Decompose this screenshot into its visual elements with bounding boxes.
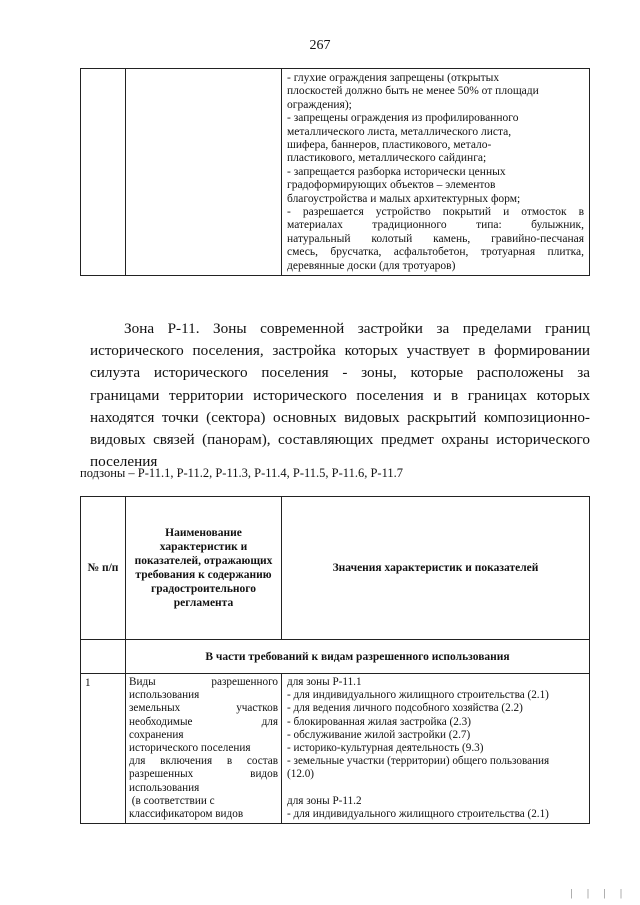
row-name-cell — [126, 674, 282, 824]
zone-title: для зоны Р-11.1 — [287, 676, 362, 688]
use-type-item: - для индивидуального жилищного строительства (2.1) — [287, 689, 549, 702]
use-type-item: - историко-культурная деятельность (9.3) — [287, 742, 484, 755]
row-name-line: необходимые для — [129, 715, 278, 728]
table-row — [81, 674, 590, 824]
row-number: 1 — [81, 674, 126, 824]
requirement-line: - запрещены ограждения из профилированного — [287, 112, 519, 125]
table-header-row — [81, 497, 590, 640]
requirement-line: материалах традиционного типа: булыжник, — [287, 219, 584, 232]
requirement-line: благоустройства и малых архитектурных форм; — [287, 192, 521, 205]
regulation-table — [80, 496, 590, 824]
requirement-line: деревянные доски (для тротуаров) — [287, 259, 456, 272]
requirement-line: пластикового, металлического сайдинга; — [287, 152, 487, 165]
header-name: Наименование характеристик и показателей, отражающих требования к содержанию градостроительного регламента — [126, 497, 282, 640]
zone-title: для зоны Р-11.2 — [287, 794, 362, 807]
row-name-line: исторического поселения — [129, 742, 251, 755]
requirement-line: металлического листа, металлического листа, — [287, 125, 512, 138]
use-type-item: - для ведения личного подсобного хозяйства (2.2) — [287, 702, 523, 715]
spacer — [287, 782, 584, 795]
row-name-line: использования — [129, 689, 200, 702]
subzones-list: подзоны – Р-11.1, Р-11.2, Р-11.3, Р-11.4, Р-11.5, Р-11.6, Р-11.7 — [80, 466, 403, 480]
requirement-line: шифера, баннеров, пластикового, метало- — [287, 139, 492, 152]
row-name-line: для включения в состав — [129, 755, 278, 768]
use-type-item: - обслуживание жилой застройки (2.7) — [287, 728, 471, 741]
requirement-line: натуральный колотый камень, гравийно-песчаная — [287, 232, 584, 245]
requirement-line: - глухие ограждения запрещены (открытых — [287, 72, 500, 84]
use-type-item: (12.0) — [287, 768, 315, 781]
continuation-value-cell — [282, 69, 590, 276]
section-row — [81, 640, 590, 674]
row-name-line: (в соответствии с — [129, 794, 215, 807]
continuation-num-cell — [81, 69, 126, 276]
requirement-line: - разрешается устройство покрытий и отмосток в — [287, 206, 584, 219]
row-name-line: сохранения — [129, 728, 184, 741]
row-name-line: Виды разрешенного — [129, 676, 278, 688]
zone-description: Зона Р-11. Зоны современной застройки за пределами границ исторического поселения, застройка которых участвует в формировании силуэта исторического поселения - зоны, которые расположены за границами территории исторического поселения и в границах которых находятся точки (сектора) основных видовых раскрытий композиционно-видовых связей (панорам), составляющих предмет охраны исторического поселения — [90, 320, 590, 471]
requirement-line: ограждения); — [287, 98, 352, 111]
use-type-item: - земельные участки (территории) общего пользования — [287, 755, 550, 768]
section-title: В части требований к видам разрешенного использования — [126, 640, 590, 674]
row-name-line: земельных участков — [129, 702, 278, 715]
requirement-line: плоскостей должно быть не менее 50% от площади — [287, 85, 539, 98]
row-name-line: использования — [129, 781, 200, 794]
use-type-item: - для индивидуального жилищного строительства (2.1) — [287, 807, 549, 820]
row-values-cell — [282, 674, 590, 824]
section-empty-cell — [81, 640, 126, 674]
requirement-line: - запрещается разборка исторически ценных — [287, 165, 506, 178]
continuation-table — [80, 68, 590, 276]
requirement-line: смесь, брусчатка, асфальтобетон, тротуарная плитка, — [287, 246, 584, 259]
page-number: 267 — [309, 38, 331, 53]
row-name-line: разрешенных видов — [129, 768, 278, 781]
row-name-line: классификатором видов — [129, 808, 244, 821]
use-type-item: - блокированная жилая застройка (2.3) — [287, 715, 471, 728]
continuation-name-cell — [126, 69, 282, 276]
footer-mark: | | | | — [570, 888, 628, 899]
header-num: № п/п — [81, 497, 126, 640]
requirement-line: градоформирующих объектов – элементов — [287, 179, 496, 192]
header-values: Значения характеристик и показателей — [282, 497, 590, 640]
